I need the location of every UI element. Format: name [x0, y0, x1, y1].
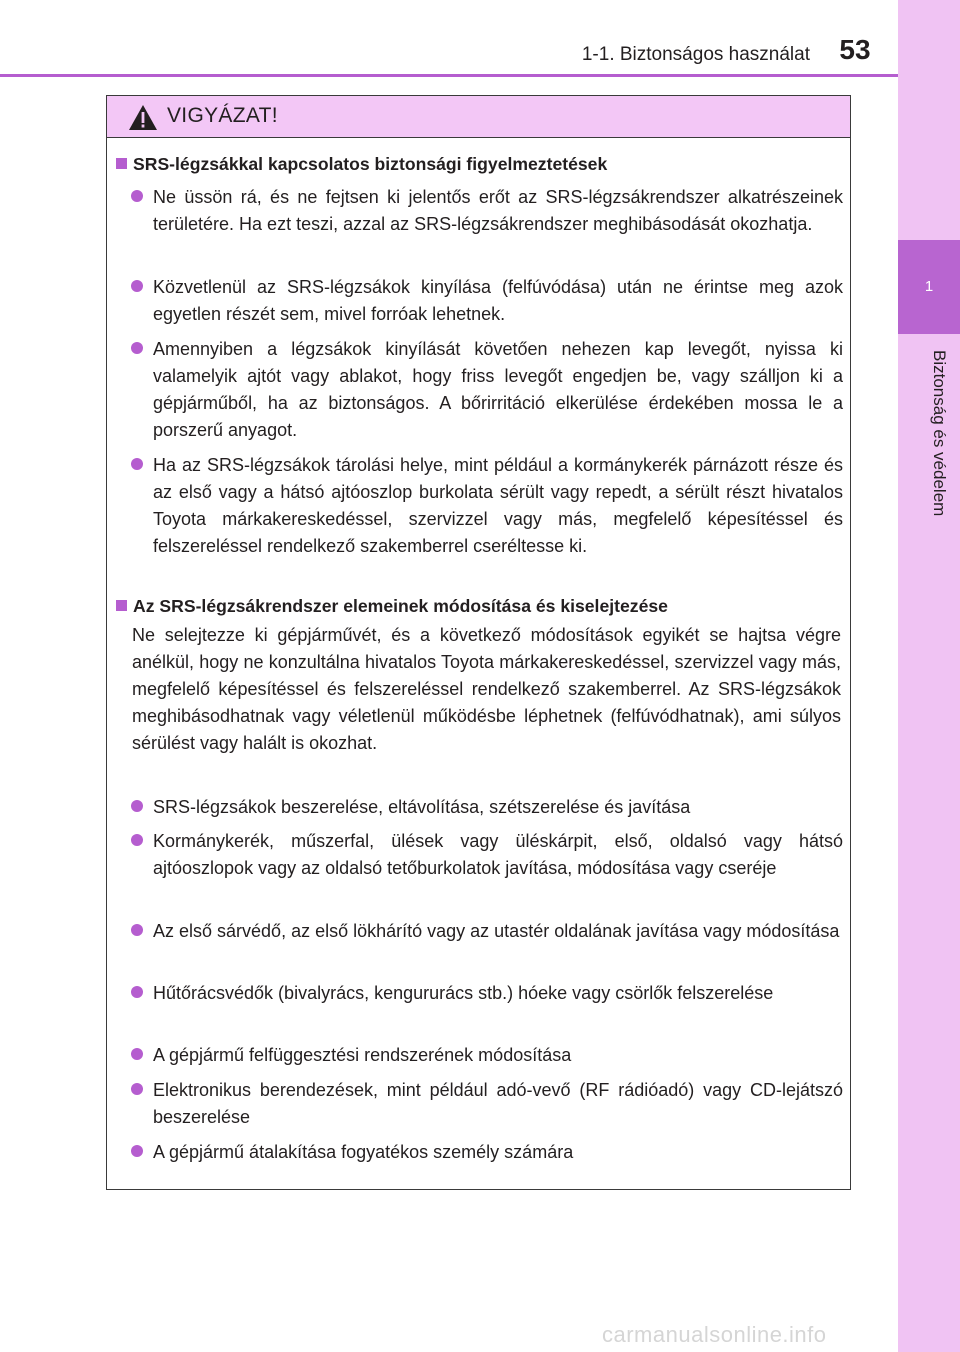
- warning-box: [106, 95, 851, 1190]
- bullet-dot-icon: [131, 280, 143, 292]
- bullet-dot-icon: [131, 190, 143, 202]
- square-bullet-icon: [116, 158, 127, 169]
- bullet-text: Kormánykerék, műszerfal, ülések vagy üléskárpit, első, oldalsó vagy hátsó ajtóoszlopok vagy az oldalsó tetőburkolatok javítása, módosítása vagy cseréje: [153, 831, 843, 878]
- bullet-text: Az első sárvédő, az első lökhárító vagy az utastér oldalának javítása vagy módosítása: [153, 921, 840, 941]
- side-tab: [898, 0, 960, 1352]
- bullet-text: Ne üssön rá, és ne fejtsen ki jelentős erőt az SRS-légzsákrendszer alkatrészeinek területére. Ha ezt teszi, azzal az SRS-légzsákrendszer meghibásodását okozhatja.: [153, 187, 843, 234]
- bullet-dot-icon: [131, 834, 143, 846]
- bullet-dot-icon: [131, 924, 143, 936]
- bullet-dot-icon: [131, 800, 143, 812]
- bullet-text: Elektronikus berendezések, mint például adó-vevő (RF rádióadó) vagy CD-lejátszó beszerelése: [153, 1080, 843, 1127]
- section-paragraph: Ne selejtezze ki gépjárművét, és a következő módosítások egyikét se hajtsa végre anélkül, hogy ne konzultálna hivatalos Toyota márkakereskedéssel, szervizzel vagy más, megfelelő képesítéssel és felszereléssel rendelkező szakemberrel. Az SRS-légzsákok meghibásodhatnak vagy véletlenül működésbe léphetnek (felfúvódhatnak), ami súlyos sérülést vagy halált is okozhat.: [132, 625, 841, 753]
- section-title: 1-1. Biztonságos használat: [581, 44, 810, 65]
- page-number: 53: [839, 34, 871, 65]
- bullet-text: A gépjármű felfüggesztési rendszerének módosítása: [153, 1045, 572, 1065]
- section-heading: SRS-légzsákkal kapcsolatos biztonsági figyelmeztetések: [116, 154, 607, 175]
- warning-triangle-icon: [128, 104, 158, 131]
- square-bullet-icon: [116, 600, 127, 611]
- chapter-title: Biztonság és védelem: [930, 350, 949, 517]
- bullet-dot-icon: [131, 1083, 143, 1095]
- bullet-text: Hűtőrácsvédők (bivalyrács, kengururács stb.) hóeke vagy csörlők felszerelése: [153, 983, 774, 1003]
- bullet-dot-icon: [131, 458, 143, 470]
- bullet-text: Amennyiben a légzsákok kinyílását követően nehezen kap levegőt, nyissa ki valamelyik ajtót vagy ablakot, hogy friss levegőt engedjen be, vagy szálljon ki a gépjárműből, ha az biztonságos. A bőrirritáció elkerülése érdekében mossa le a porszerű anyagot.: [153, 339, 843, 440]
- warning-title: VIGYÁZAT!: [167, 104, 278, 127]
- section-heading: Az SRS-légzsákrendszer elemeinek módosítása és kiselejtezése: [116, 596, 668, 617]
- bullet-text: A gépjármű átalakítása fogyatékos személy számára: [153, 1142, 574, 1162]
- chapter-number: 1: [924, 278, 934, 295]
- bullet-text: SRS-légzsákok beszerelése, eltávolítása, szétszerelése és javítása: [153, 797, 691, 817]
- watermark: carmanualsonline.info: [602, 1322, 827, 1347]
- warning-header: [107, 96, 850, 138]
- bullet-dot-icon: [131, 986, 143, 998]
- bullet-dot-icon: [131, 342, 143, 354]
- bullet-text: Ha az SRS-légzsákok tárolási helye, mint például a kormánykerék párnázott része és az első vagy a hátsó ajtóoszlop burkolata sérült vagy repedt, a sérült részt hivatalos Toyota márkakereskedéssel, szervizzel vagy más, megfelelő képesítéssel és felszereléssel rendelkező szakemberrel cseréltesse ki.: [153, 455, 843, 556]
- bullet-text: Közvetlenül az SRS-légzsákok kinyílása (felfúvódása) után ne érintse meg azok egyetlen részét sem, mivel forróak lehetnek.: [153, 277, 843, 324]
- bullet-dot-icon: [131, 1048, 143, 1060]
- bullet-dot-icon: [131, 1145, 143, 1157]
- header-rule: [0, 74, 898, 77]
